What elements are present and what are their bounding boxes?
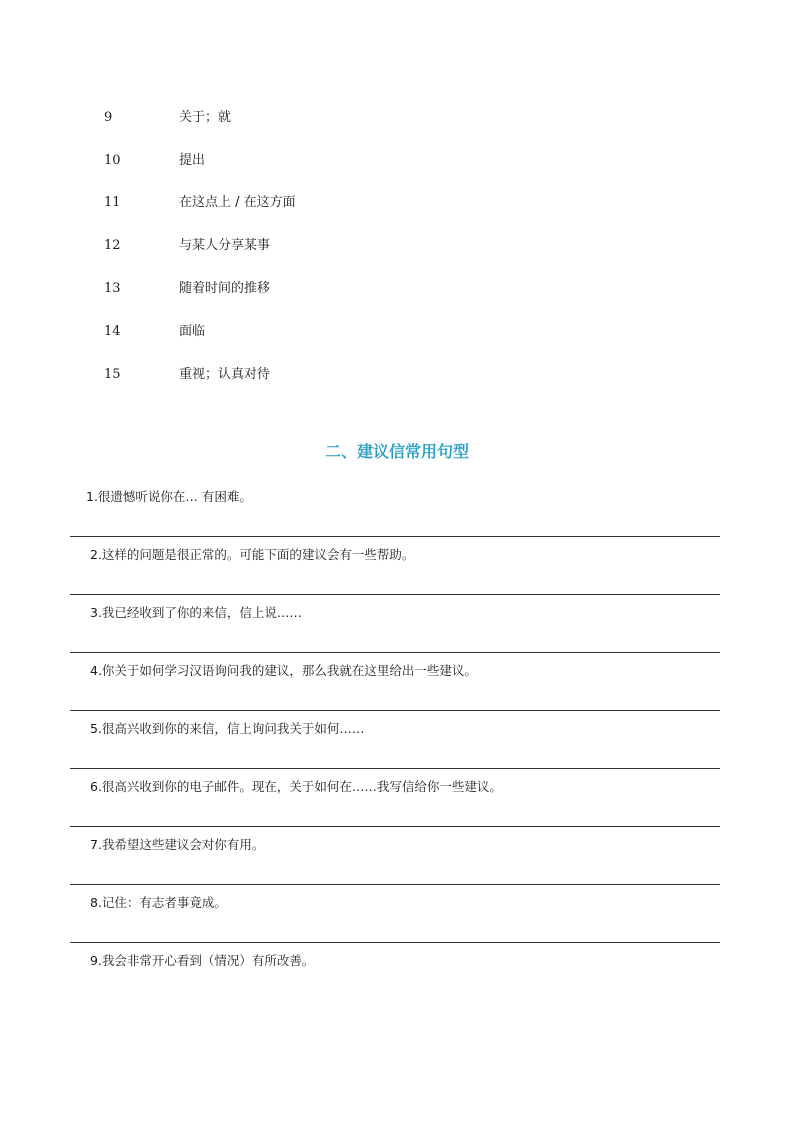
answer-line[interactable] (70, 942, 720, 943)
sentence-text: 4.你关于如何学习汉语询问我的建议，那么我就在这里给出一些建议。 (90, 663, 477, 678)
answer-line[interactable] (70, 826, 720, 827)
sentence-text: 7.我希望这些建议会对你有用。 (90, 837, 265, 852)
vocab-number: 13 (104, 281, 121, 296)
vocab-row (0, 279, 794, 299)
sentence-item (70, 952, 720, 1010)
sentence-text: 3.我已经收到了你的来信，信上说…… (90, 605, 302, 620)
vocab-meaning: 随着时间的推移 (179, 281, 271, 296)
sentence-item (70, 836, 720, 894)
vocab-meaning: 重视；认真对待 (179, 367, 271, 382)
sentence-text: 1.很遗憾听说你在… 有困难。 (86, 489, 252, 504)
sentence-text: 2.这样的问题是很正常的。可能下面的建议会有一些帮助。 (90, 547, 415, 562)
vocab-row (0, 322, 794, 342)
vocab-number: 10 (104, 153, 121, 168)
vocab-meaning: 在这点上 / 在这方面 (179, 195, 296, 210)
sentence-item (70, 894, 720, 952)
sentence-item (70, 546, 720, 604)
vocab-number: 15 (104, 367, 121, 382)
vocab-meaning: 提出 (179, 153, 206, 168)
sentence-item (70, 778, 720, 836)
answer-line[interactable] (70, 536, 720, 537)
vocab-row (0, 151, 794, 171)
sentence-item (70, 604, 720, 662)
sentence-item (70, 662, 720, 720)
vocab-number: 9 (104, 110, 113, 125)
answer-line[interactable] (70, 884, 720, 885)
vocab-number: 14 (104, 324, 121, 339)
vocab-row (0, 365, 794, 385)
vocab-row (0, 236, 794, 256)
sentence-item (70, 720, 720, 778)
answer-line[interactable] (70, 652, 720, 653)
section-title: 二、建议信常用句型 (324, 442, 469, 461)
sentence-text: 6.很高兴收到你的电子邮件。现在，关于如何在……我写信给你一些建议。 (90, 779, 502, 794)
sentence-text: 5.很高兴收到你的来信，信上询问我关于如何…… (90, 721, 365, 736)
vocab-number: 12 (104, 238, 121, 253)
answer-line[interactable] (70, 594, 720, 595)
vocab-number: 11 (104, 195, 121, 210)
vocab-meaning: 面临 (179, 324, 206, 339)
sentence-item (70, 488, 720, 546)
vocab-row (0, 193, 794, 213)
answer-line[interactable] (70, 710, 720, 711)
vocab-meaning: 与某人分享某事 (179, 238, 271, 253)
sentence-text: 9.我会非常开心看到（情况）有所改善。 (90, 953, 315, 968)
sentence-text: 8.记住：有志者事竟成。 (90, 895, 227, 910)
vocab-row (0, 108, 794, 128)
vocab-meaning: 关于；就 (179, 110, 232, 125)
answer-line[interactable] (70, 768, 720, 769)
